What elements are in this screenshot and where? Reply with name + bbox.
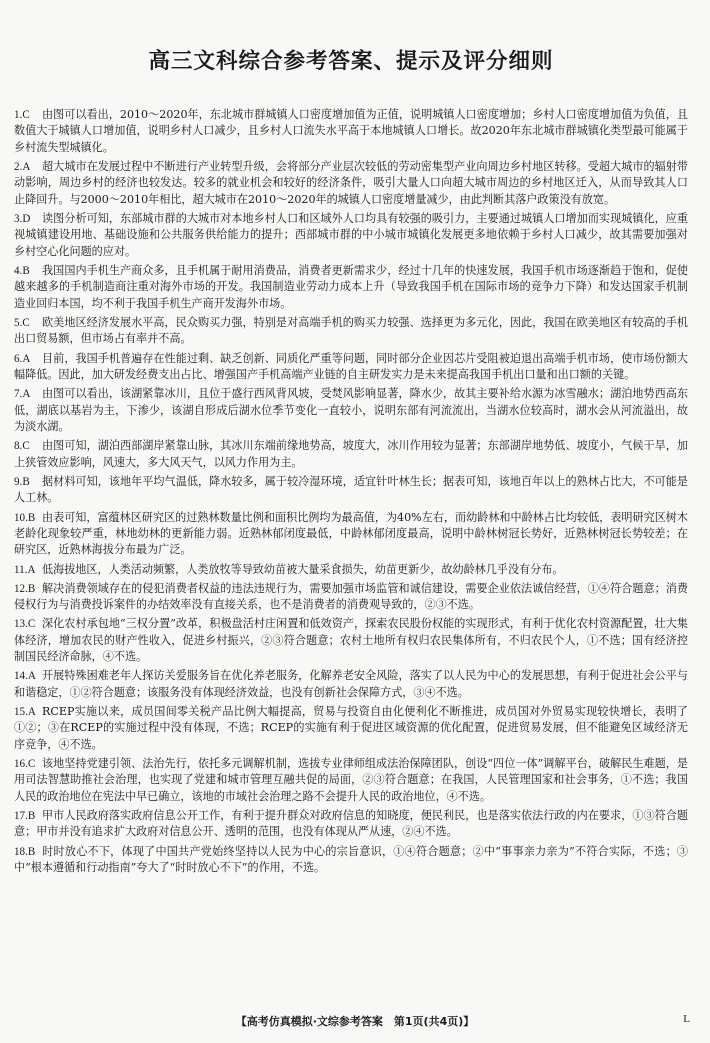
answer-item	[14, 562, 688, 578]
answer-explanation: 超大城市在发展过程中不断进行产业转型升级，会将部分产业层次较低的劳动密集型产业向周边乡村地区转移。受超大城市的辐射带动影响，周边乡村的经济也较发达。较多的就业机会和较好的经济条件，吸引大量人口向超大城市周边的乡村地区迁入，从而导致其人口止降回升。与2000～2010年相比，超大城市在2010～2020年的城镇人口密度增量减少，由此判断其落户政策没有放宽。	[14, 160, 688, 206]
answer-explanation: 该地坚持党建引领、法治先行，依托多元调解机制，选拔专业律师组成法治保障团队，创设“四位一体”调解平台，破解民生难题，是用司法智慧助推社会治理，也实现了党建和城市管理互融共促的局面，②③符合题意；在我国，人民管理国家和社会事务，①不选；我国人民的政治地位在宪法中早已确立，该地的市域社会治理之路不会提升人民的政治地位，④不选。	[14, 756, 688, 803]
answer-item	[14, 159, 688, 208]
item-number	[14, 616, 42, 632]
answer-item	[14, 704, 688, 753]
answer-letter: B	[27, 511, 36, 524]
item-number	[14, 808, 42, 824]
question-number: 2.	[14, 161, 23, 174]
answer-letter: B	[22, 265, 30, 278]
answer-item	[14, 211, 688, 260]
question-number: 3.	[14, 213, 23, 226]
item-number	[14, 438, 42, 454]
answer-explanation: 由图可以看出，该湖紧靠冰川，且位于盛行西风背风坡，受焚风影响显著，降水少，故其主要补给水源为冰雪融水；湖泊地势西高东低，湖底以基岩为主，下渗少，该湖自形成后湖水位季节变化一直较小，说明东部有河流流出，当湖水位较高时，湖水会从河流溢出，故为淡水湖。	[14, 387, 688, 434]
answer-letter: D	[22, 213, 31, 226]
question-number: 15.	[14, 705, 28, 718]
item-number	[14, 562, 42, 578]
item-number	[14, 581, 42, 597]
answer-letter: A	[22, 388, 31, 401]
answer-explanation: 开展特殊困难老年人探访关爱服务旨在优化养老服务，化解养老安全风险，落实了以人民为中心的发展思想，有利于促进社会公平与和谐稳定，①②符合题意；该服务没有体现经济效益，也没有创新社会保障方式，③④不选。	[14, 669, 688, 699]
answer-item	[14, 107, 688, 156]
answer-explanation: 我国国内手机生产商众多，且手机属于耐用消费品，消费者更新需求少，经过十几年的快速发展，我国手机市场逐渐趋于饱和，促使越来越多的手机制造商注重对海外市场的开发。我国制造业劳动力成本上升（导致我国手机在国际市场的竞争力下降）和发达国家手机制造业回归本国，均不利于我国手机生产商开发海外市场。	[14, 264, 688, 310]
answer-item	[14, 315, 688, 348]
question-number: 13.	[14, 618, 28, 631]
question-number: 16.	[14, 757, 28, 770]
answer-explanation: 据材料可知，该地年平均气温低，降水较多，属于较冷湿环境，适宜针叶林生长；据表可知，该地百年以上的熟林占比大，不可能是人工林。	[14, 474, 688, 505]
answer-item	[14, 474, 688, 507]
answer-letter: C	[27, 618, 36, 631]
question-number: 12.	[14, 582, 28, 595]
question-number: 1.	[14, 109, 23, 121]
question-number: 17.	[14, 810, 28, 822]
answer-explanation: 甲市人民政府落实政府信息公开工作，有利于提升群众对政府信息的知晓度，便民利民，也是落实依法行政的内在要求，①③符合题意；甲市并没有追求扩大政府对信息公开、透明的范围，也没有体现从严从速，②④不选。	[14, 809, 688, 839]
question-number: 18.	[14, 845, 28, 858]
answer-item	[14, 808, 688, 841]
answer-explanation: 低海拔地区，人类活动频繁，人类放牧等导致幼苗被大量采食损失，幼苗更新少，故幼龄林几乎没有分布。	[42, 562, 564, 576]
question-number: 5.	[14, 317, 23, 330]
answer-item	[14, 386, 688, 435]
answer-letter: A	[22, 352, 31, 365]
answer-explanation: 由图可以看出，2010～2020年，东北城市群城镇人口密度增加值为正值，说明城镇人口密度增加；乡村人口密度增加值为负值，且数值大于城镇人口增加值，说明乡村人口减少，且乡村人口流失水平高于本地城镇人口增长。故2020年东北城市群城镇化类型最可能属于乡村流失型城镇化。	[14, 108, 688, 154]
item-number	[14, 386, 42, 402]
item-number	[14, 510, 42, 526]
answer-explanation: 解决消费领域存在的侵犯消费者权益的违法违规行为，需要加强市场监管和诚信建设，需要企业依法诚信经营，①④符合题意；消费侵权行为与消费投诉案件的办结效率没有直接关系，也不是消费者的消费观导致的，②③不选。	[14, 581, 688, 612]
question-number: 14.	[14, 670, 28, 683]
answer-explanation: 由图可知，湖泊西部湖岸紧靠山脉，其冰川东端前缘地势高，坡度大，冰川作用较为显著；东部湖岸地势低、坡度小，气候干旱，加上狭管效应影响，风速大，多大风天气，以风力作用为主。	[14, 439, 688, 469]
item-number	[14, 756, 42, 772]
answer-letter: A	[27, 563, 36, 576]
answer-explanation: 读图分析可知，东部城市群的大城市对本地乡村人口和区域外人口均具有较强的吸引力，主要通过城镇人口增加而实现城镇化，应重视城镇建设用地、基础设施和公共服务供给能力的提升；西部城市群的中小城市城镇化发展更多地依赖于乡村人口减少，故其需要加强对乡村空心化问题的应对。	[14, 212, 688, 258]
question-number: 10.	[14, 511, 28, 524]
answer-letter: C	[22, 109, 30, 121]
question-number: 8.	[14, 440, 23, 453]
answer-explanation: 欧美地区经济发展水平高，民众购买力强，特别是对高端手机的购买力较强、选择更为多元化，因此，我国在欧美地区有较高的手机出口贸易额，但市场占有率并不高。	[14, 316, 688, 346]
item-number	[14, 474, 42, 490]
answer-item	[14, 263, 688, 312]
page-title: 高三文科综合参考答案、提示及评分细则	[148, 49, 554, 74]
answer-item	[14, 668, 688, 701]
answer-list	[14, 107, 688, 876]
item-number	[14, 844, 42, 860]
question-number: 4.	[14, 265, 23, 278]
answer-item	[14, 844, 688, 877]
answer-item	[14, 616, 688, 665]
answer-letter: C	[22, 317, 30, 330]
item-number	[14, 107, 42, 123]
answer-item	[14, 581, 688, 614]
item-number	[14, 704, 42, 720]
question-number: 6.	[14, 352, 23, 365]
item-number	[14, 211, 42, 227]
answer-item	[14, 756, 688, 805]
item-number	[14, 668, 42, 684]
corner-mark: L	[683, 1013, 690, 1025]
question-number: 7.	[14, 388, 23, 401]
page-footer: 【高考仿真模拟·文综参考答案 第1页(共4页)】	[235, 1015, 475, 1028]
answer-explanation: 深化农村承包地“三权分置”改革，积极盘活村庄闲置和低效资产，探索农民股份权能的实现形式，有利于优化农村资源配置，壮大集体经济，增加农民的财产性收入，促进乡村振兴，②③符合题意；农村土地所有权归农民集体所有，不归农民个人，①不选；国有经济控制国民经济命脉，④不选。	[14, 617, 688, 664]
item-number	[14, 263, 42, 279]
answer-explanation: 由表可知，富蕴林区研究区的过熟林数量比例和面积比例均为最高值，为40%左右，而幼龄林和中龄林占比均较低，表明研究区树木老龄化现象较严重，林地幼林的更新能力弱。近熟林郁闭度最低，中龄林郁闭度最高，说明中龄林树冠长势好，近熟林树冠长势较差；在研究区，近熟林海拔分布最为广泛。	[14, 510, 688, 557]
answer-explanation: 目前，我国手机普遍存在性能过剩、缺乏创新、同质化严重等问题，同时部分企业因芯片受阻被迫退出高端手机市场，使市场份额大幅降低。因此，加大研发经费支出占比、增强国产手机高端产业链的自主研发实力是未来提高我国手机出口量和出口额的关键。	[14, 351, 688, 382]
answer-letter: A	[27, 705, 36, 718]
item-number	[14, 159, 42, 175]
answer-explanation: 时时放心不下，体现了中国共产党始终坚持以人民为中心的宗旨意识，①④符合题意；②中“事事亲力亲为”不符合实际，不选；③中“根本遵循和行动指南”夸大了“时时放心不下”的作用，不选。	[14, 844, 688, 875]
answer-letter: A	[27, 670, 36, 683]
item-number	[14, 351, 42, 367]
question-number: 11.	[14, 563, 28, 576]
answer-letter: B	[27, 810, 36, 822]
answer-letter: B	[27, 845, 36, 858]
question-number: 9.	[14, 475, 23, 488]
answer-item	[14, 510, 688, 559]
answer-letter: A	[22, 161, 31, 174]
answer-letter: C	[27, 757, 36, 770]
answer-explanation: RCEP实施以来，成员国间零关税产品比例大幅提高，贸易与投资自由化便利化不断推进，成员国对外贸易实现较快增长，表明了①②；③在RCEP的实施过程中没有体现，不选；RCEP的实施有利于促进区域资源的优化配置，促进贸易发展，但不能避免区域经济无序竞争，④不选。	[14, 704, 688, 751]
answer-item	[14, 351, 688, 384]
answer-item	[14, 438, 688, 471]
answer-letter: B	[27, 582, 36, 595]
item-number	[14, 315, 42, 331]
answer-letter: B	[22, 475, 30, 488]
answer-letter: C	[22, 440, 30, 453]
